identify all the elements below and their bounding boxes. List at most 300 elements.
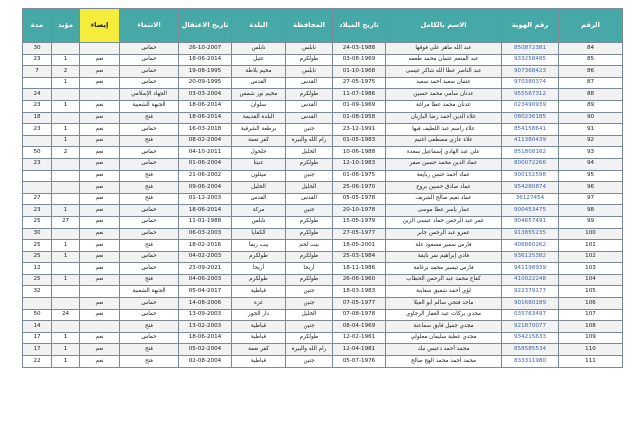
cell-status: نعم xyxy=(80,100,120,112)
cell-status: نعم xyxy=(80,147,120,159)
table-row xyxy=(23,170,623,182)
cell-arrest-date: 05-04-2017 xyxy=(179,286,232,298)
cell-name: محمد أحمد محمد الهج صالح xyxy=(386,356,502,368)
table-row xyxy=(23,298,623,310)
cell-affiliation: حماس xyxy=(120,66,179,78)
header-governorate: المحافظة xyxy=(286,9,333,43)
cell-status: نعم xyxy=(80,263,120,275)
cell-dob: 23-12-1991 xyxy=(333,124,386,136)
cell-dob: 18-11-1986 xyxy=(333,263,386,275)
cell-arrest-date: 18-06-2014 xyxy=(179,54,232,66)
header-arrest-date: تاريخ الاعتقال xyxy=(179,9,232,43)
cell-id: 904657491 xyxy=(502,216,559,228)
cell-id: 406860262 xyxy=(502,240,559,252)
table-row xyxy=(23,193,623,205)
cell-arrest-date: 02-08-2004 xyxy=(179,356,232,368)
cell-status xyxy=(80,89,120,101)
cell-status: نعم xyxy=(80,77,120,89)
cell-id: 035763497 xyxy=(502,309,559,321)
cell-id: 023490939 xyxy=(502,100,559,112)
cell-affiliation: حماس xyxy=(120,54,179,66)
table-header-row xyxy=(23,9,623,43)
table-row xyxy=(23,263,623,275)
cell-dob: 07-05-1977 xyxy=(333,298,386,310)
header-life-term: مؤبد xyxy=(52,9,80,43)
cell-no: 87 xyxy=(559,77,623,89)
cell-name: عماد الدين محمد حسين صفر xyxy=(386,158,502,170)
cell-arrest-date: 13-02-2003 xyxy=(179,321,232,333)
cell-governorate: جنين xyxy=(286,170,333,182)
cell-sentence xyxy=(23,170,52,182)
cell-affiliation: فتح xyxy=(120,170,179,182)
cell-dob: 12-02-1961 xyxy=(333,332,386,344)
cell-sentence: 30 xyxy=(23,43,52,55)
cell-governorate: جنين xyxy=(286,124,333,136)
cell-town: القدس xyxy=(232,193,286,205)
header-town: البلدة xyxy=(232,9,286,43)
cell-dob: 12-04-1981 xyxy=(333,344,386,356)
cell-no: 86 xyxy=(559,66,623,78)
cell-affiliation: حماس xyxy=(120,43,179,55)
cell-id: 080236185 xyxy=(502,112,559,124)
cell-life-term xyxy=(52,263,80,275)
cell-sentence: 25 xyxy=(23,216,52,228)
cell-id: 800072266 xyxy=(502,158,559,170)
table-row xyxy=(23,43,623,55)
cell-status: نعم xyxy=(80,309,120,321)
cell-no: 89 xyxy=(559,100,623,112)
cell-affiliation: فتح xyxy=(120,274,179,286)
cell-governorate: نابلس xyxy=(286,66,333,78)
cell-id: 851808162 xyxy=(502,147,559,159)
cell-status xyxy=(80,321,120,333)
cell-life-term: 1 xyxy=(52,100,80,112)
cell-life-term xyxy=(52,321,80,333)
cell-arrest-date: 01-12-2003 xyxy=(179,193,232,205)
cell-governorate: أريحا xyxy=(286,263,333,275)
table-row xyxy=(23,158,623,170)
cell-status: نعم xyxy=(80,124,120,136)
cell-status: نعم xyxy=(80,54,120,66)
cell-dob: 01-10-1968 xyxy=(333,66,386,78)
cell-no: 92 xyxy=(559,135,623,147)
table-row xyxy=(23,205,623,217)
cell-status: نعم xyxy=(80,170,120,182)
cell-sentence xyxy=(23,182,52,194)
table-row xyxy=(23,228,623,240)
cell-affiliation: حماس xyxy=(120,77,179,89)
cell-affiliation: حماس xyxy=(120,124,179,136)
cell-sentence: 23 xyxy=(23,158,52,170)
cell-town: قباطية xyxy=(232,286,286,298)
cell-dob: 27-05-1975 xyxy=(333,77,386,89)
cell-dob: 11-07-1986 xyxy=(333,89,386,101)
cell-life-term: 1 xyxy=(52,356,80,368)
cell-no: 109 xyxy=(559,332,623,344)
cell-status: نعم xyxy=(80,216,120,228)
cell-affiliation: حماس xyxy=(120,309,179,321)
cell-no: 95 xyxy=(559,170,623,182)
cell-sentence: 24 xyxy=(23,89,52,101)
cell-affiliation: حماس xyxy=(120,205,179,217)
cell-id: 854158641 xyxy=(502,124,559,136)
cell-name: عبد المنعم عثمان محمد طعمه xyxy=(386,54,502,66)
cell-town: أريحا xyxy=(232,263,286,275)
cell-life-term xyxy=(52,43,80,55)
cell-governorate: طولكرم xyxy=(286,89,333,101)
table-row xyxy=(23,66,623,78)
cell-dob: 01-06-1975 xyxy=(333,170,386,182)
cell-no: 111 xyxy=(559,356,623,368)
cell-affiliation: فتح xyxy=(120,112,179,124)
cell-dob: 07-08-1978 xyxy=(333,309,386,321)
cell-arrest-date: 08-02-2004 xyxy=(179,135,232,147)
cell-no: 84 xyxy=(559,43,623,55)
cell-affiliation: فتح xyxy=(120,182,179,194)
cell-no: 97 xyxy=(559,193,623,205)
cell-affiliation: حماس xyxy=(120,216,179,228)
cell-sentence: 50 xyxy=(23,147,52,159)
cell-no: 91 xyxy=(559,124,623,136)
cell-arrest-date: 05-02-2004 xyxy=(179,344,232,356)
cell-sentence: 50 xyxy=(23,309,52,321)
cell-affiliation: الجبهة الشعبية xyxy=(120,100,179,112)
cell-name: علي عبد الهادي إسماعيل سعدة xyxy=(386,147,502,159)
cell-id: 410022248 xyxy=(502,274,559,286)
header-status: إيصاء xyxy=(80,9,120,43)
table-row xyxy=(23,124,623,136)
table-row xyxy=(23,182,623,194)
cell-life-term xyxy=(52,182,80,194)
cell-name: عدنان محمد عطا مراغة xyxy=(386,100,502,112)
cell-arrest-date: 21-06-2002 xyxy=(179,170,232,182)
cell-name: علاء عازي مصطفى اغنيم xyxy=(386,135,502,147)
cell-town: قباطية xyxy=(232,321,286,333)
cell-governorate: القدس xyxy=(286,193,333,205)
cell-life-term xyxy=(52,89,80,101)
table-row xyxy=(23,274,623,286)
cell-id: 922379177 xyxy=(502,286,559,298)
cell-sentence: 23 xyxy=(23,205,52,217)
cell-town: غزة xyxy=(232,298,286,310)
cell-name: مجدي عطية سليمان معلولي xyxy=(386,332,502,344)
cell-no: 107 xyxy=(559,309,623,321)
table-row xyxy=(23,89,623,101)
cell-life-term: 1 xyxy=(52,240,80,252)
cell-name: علاء الدين أحمد رضا البازيان xyxy=(386,112,502,124)
cell-status: نعم xyxy=(80,182,120,194)
cell-life-term: 1 xyxy=(52,344,80,356)
cell-arrest-date: 18-06-2014 xyxy=(179,332,232,344)
cell-governorate: الخليل xyxy=(286,147,333,159)
table-row xyxy=(23,309,623,321)
cell-arrest-date: 03-03-2004 xyxy=(179,89,232,101)
cell-governorate: نابلس xyxy=(286,43,333,55)
cell-town: مركة xyxy=(232,205,286,217)
cell-governorate: جنين xyxy=(286,356,333,368)
cell-id: 833311980 xyxy=(502,356,559,368)
cell-governorate: طولكرم xyxy=(286,332,333,344)
cell-life-term xyxy=(52,112,80,124)
cell-dob: 27-05-1977 xyxy=(333,228,386,240)
cell-no: 102 xyxy=(559,251,623,263)
cell-sentence xyxy=(23,298,52,310)
cell-affiliation: حماس xyxy=(120,158,179,170)
cell-town: قباطية xyxy=(232,332,286,344)
cell-governorate: القدس xyxy=(286,100,333,112)
cell-governorate: الخليل xyxy=(286,309,333,321)
cell-town: دار الجوز xyxy=(232,309,286,321)
cell-sentence xyxy=(23,77,52,89)
cell-status: نعم xyxy=(80,356,120,368)
cell-name: فارس تيسير محمد برغامة xyxy=(386,263,502,275)
table-row xyxy=(23,332,623,344)
cell-status: نعم xyxy=(80,332,120,344)
header-id: رقم الهوية xyxy=(502,9,559,43)
cell-affiliation: فتح xyxy=(120,240,179,252)
table-row xyxy=(23,77,623,89)
table-row xyxy=(23,100,623,112)
cell-governorate: جنين xyxy=(286,205,333,217)
cell-life-term xyxy=(52,298,80,310)
cell-status: نعم xyxy=(80,228,120,240)
cell-governorate: طولكرم xyxy=(286,228,333,240)
cell-town: قباطية xyxy=(232,356,286,368)
cell-affiliation: حماس xyxy=(120,263,179,275)
cell-dob: 05-05-1978 xyxy=(333,193,386,205)
cell-no: 106 xyxy=(559,298,623,310)
cell-sentence: 22 xyxy=(23,356,52,368)
table-row xyxy=(23,344,623,356)
cell-governorate: جنين xyxy=(286,298,333,310)
header-affiliation: الانتماء xyxy=(120,9,179,43)
cell-affiliation: فتح xyxy=(120,321,179,333)
cell-dob: 03-08-1969 xyxy=(333,54,386,66)
cell-affiliation: فتح xyxy=(120,193,179,205)
cell-sentence: 27 xyxy=(23,193,52,205)
cell-name: مجدي جميل فايق سماعنة xyxy=(386,321,502,333)
cell-governorate: القدس xyxy=(286,77,333,89)
cell-dob: 18-03-1983 xyxy=(333,286,386,298)
cell-dob: 10-06-1988 xyxy=(333,147,386,159)
cell-name: عدنان سامي محمد حسين xyxy=(386,89,502,101)
cell-life-term xyxy=(52,158,80,170)
cell-no: 94 xyxy=(559,158,623,170)
cell-arrest-date: 18-06-2014 xyxy=(179,112,232,124)
cell-name: عماد أحمد حسن ربايعة xyxy=(386,170,502,182)
cell-town: حلحول xyxy=(232,147,286,159)
cell-arrest-date: 18-02-2016 xyxy=(179,240,232,252)
cell-affiliation: حماس xyxy=(120,147,179,159)
cell-id: 933258485 xyxy=(502,54,559,66)
cell-life-term: 1 xyxy=(52,332,80,344)
cell-town: كفر نعمة xyxy=(232,344,286,356)
cell-sentence: 25 xyxy=(23,251,52,263)
cell-dob: 15-05-1979 xyxy=(333,216,386,228)
cell-name: لؤي أحمد شفيق سعاينة xyxy=(386,286,502,298)
cell-name: عمرو عبد الرحمن جابر xyxy=(386,228,502,240)
table-row xyxy=(23,216,623,228)
cell-life-term: 1 xyxy=(52,124,80,136)
cell-no: 93 xyxy=(559,147,623,159)
cell-affiliation: الجبهة الشعبية xyxy=(120,286,179,298)
table-row xyxy=(23,286,623,298)
table-row xyxy=(23,356,623,368)
cell-arrest-date: 18-06-2014 xyxy=(179,100,232,112)
cell-governorate: طولكرم xyxy=(286,54,333,66)
cell-affiliation: فتح xyxy=(120,344,179,356)
cell-name: فارس سمير مسعود علة xyxy=(386,240,502,252)
cell-affiliation: حماس xyxy=(120,251,179,263)
cell-name: محمد أحمد دعيس نبك xyxy=(386,344,502,356)
cell-arrest-date: 14-08-2006 xyxy=(179,298,232,310)
cell-dob: 24-03-1988 xyxy=(333,43,386,55)
cell-arrest-date: 13-09-2003 xyxy=(179,309,232,321)
cell-affiliation: فتح xyxy=(120,135,179,147)
table-row xyxy=(23,147,623,159)
cell-town: طولكرم xyxy=(232,274,286,286)
cell-dob: 01-05-1983 xyxy=(333,135,386,147)
header-dob: تاريخ الميلاد xyxy=(333,9,386,43)
cell-sentence: 25 xyxy=(23,274,52,286)
cell-life-term: 27 xyxy=(52,216,80,228)
table-row xyxy=(23,321,623,333)
cell-no: 110 xyxy=(559,344,623,356)
cell-affiliation: حماس xyxy=(120,332,179,344)
cell-status: نعم xyxy=(80,274,120,286)
cell-town: بيت ريما xyxy=(232,240,286,252)
cell-arrest-date: 11-01-1988 xyxy=(179,216,232,228)
cell-status: نعم xyxy=(80,240,120,252)
cell-name: عبد الله ماهر علي فوقها xyxy=(386,43,502,55)
cell-status: نعم xyxy=(80,344,120,356)
cell-town: سلوان xyxy=(232,100,286,112)
cell-name: عماد نعيم صالح الشريف xyxy=(386,193,502,205)
cell-governorate: الخليل xyxy=(286,182,333,194)
cell-id: 850872381 xyxy=(502,43,559,55)
cell-governorate: جنين xyxy=(286,286,333,298)
cell-id: 936125382 xyxy=(502,251,559,263)
cell-id: 941198939 xyxy=(502,263,559,275)
cell-town: مخيم نور شمس xyxy=(232,89,286,101)
cell-name: عمر عبد الرحمن حماد عيسى الزين xyxy=(386,216,502,228)
cell-dob: 25-06-1970 xyxy=(333,182,386,194)
cell-life-term: 1 xyxy=(52,135,80,147)
cell-town: ميثلون xyxy=(232,170,286,182)
cell-dob: 08-04-1969 xyxy=(333,321,386,333)
cell-life-term xyxy=(52,193,80,205)
table-row xyxy=(23,240,623,252)
cell-town: طولكرم xyxy=(232,251,286,263)
cell-town: نابلس xyxy=(232,216,286,228)
cell-name: مجدي بركات عبد الغفار الرجاوي xyxy=(386,309,502,321)
cell-status: نعم xyxy=(80,193,120,205)
cell-dob: 25-03-1984 xyxy=(333,251,386,263)
cell-sentence: 17 xyxy=(23,332,52,344)
cell-no: 101 xyxy=(559,240,623,252)
cell-life-term: 2 xyxy=(52,66,80,78)
cell-id: 900152598 xyxy=(502,170,559,182)
cell-id: 411380439 xyxy=(502,135,559,147)
cell-name: فادي إبراهيم نمر نايفة xyxy=(386,251,502,263)
header-name: الاسم بالكامل xyxy=(386,9,502,43)
table-row xyxy=(23,54,623,66)
cell-dob: 18-05-2001 xyxy=(333,240,386,252)
cell-arrest-date: 20-09-1995 xyxy=(179,77,232,89)
cell-id: 913855235 xyxy=(502,228,559,240)
cell-town: كفر نعمة xyxy=(232,135,286,147)
cell-sentence: 23 xyxy=(23,100,52,112)
cell-sentence: 18 xyxy=(23,112,52,124)
cell-life-term: 24 xyxy=(52,309,80,321)
cell-id: 955567312 xyxy=(502,89,559,101)
table-row xyxy=(23,112,623,124)
cell-no: 88 xyxy=(559,89,623,101)
cell-arrest-date: 09-06-2004 xyxy=(179,182,232,194)
cell-arrest-date: 01-06-2004 xyxy=(179,158,232,170)
cell-status: نعم xyxy=(80,298,120,310)
cell-name: عماد صادق حسين بروح xyxy=(386,182,502,194)
cell-name: عثمان سعيد أحمد سعيد xyxy=(386,77,502,89)
cell-dob: 01-08-1958 xyxy=(333,112,386,124)
cell-town: القدس xyxy=(232,77,286,89)
cell-no: 100 xyxy=(559,228,623,240)
cell-id: 900453475 xyxy=(502,205,559,217)
cell-no: 104 xyxy=(559,274,623,286)
cell-sentence: 7 xyxy=(23,66,52,78)
cell-status: نعم xyxy=(80,158,120,170)
cell-town: البلدة القديمة xyxy=(232,112,286,124)
cell-town: الخليل xyxy=(232,182,286,194)
cell-status xyxy=(80,286,120,298)
cell-governorate: بيت لحم xyxy=(286,240,333,252)
cell-sentence: 23 xyxy=(23,124,52,136)
cell-governorate: القدس xyxy=(286,112,333,124)
header-sentence: مدة xyxy=(23,9,52,43)
cell-id: 934215633 xyxy=(502,332,559,344)
table-row xyxy=(23,251,623,263)
cell-arrest-date: 23-09-2021 xyxy=(179,263,232,275)
cell-governorate: رام الله والبيرة xyxy=(286,344,333,356)
cell-arrest-date: 16-03-2018 xyxy=(179,124,232,136)
cell-arrest-date: 04-10-2011 xyxy=(179,147,232,159)
cell-town: الكفايا xyxy=(232,228,286,240)
cell-status xyxy=(80,43,120,55)
cell-affiliation: حماس xyxy=(120,228,179,240)
cell-arrest-date: 04-06-2003 xyxy=(179,274,232,286)
cell-status: نعم xyxy=(80,205,120,217)
cell-town: عتيل xyxy=(232,54,286,66)
cell-name: علاء راسم عبد اللطيف قبها xyxy=(386,124,502,136)
cell-life-term: 1 xyxy=(52,274,80,286)
cell-id: 858585534 xyxy=(502,344,559,356)
cell-governorate: جنين xyxy=(286,321,333,333)
cell-sentence: 25 xyxy=(23,240,52,252)
cell-no: 103 xyxy=(559,263,623,275)
cell-status: نعم xyxy=(80,135,120,147)
cell-affiliation: الجهاد الإسلامي xyxy=(120,89,179,101)
prisoners-table xyxy=(22,8,623,368)
cell-sentence: 30 xyxy=(23,228,52,240)
cell-governorate: رام الله والبيرة xyxy=(286,135,333,147)
cell-sentence xyxy=(23,135,52,147)
table-row xyxy=(23,135,623,147)
cell-status: نعم xyxy=(80,66,120,78)
cell-life-term: 1 xyxy=(52,205,80,217)
cell-life-term: 2 xyxy=(52,147,80,159)
cell-dob: 05-07-1976 xyxy=(333,356,386,368)
cell-arrest-date: 06-03-2003 xyxy=(179,228,232,240)
